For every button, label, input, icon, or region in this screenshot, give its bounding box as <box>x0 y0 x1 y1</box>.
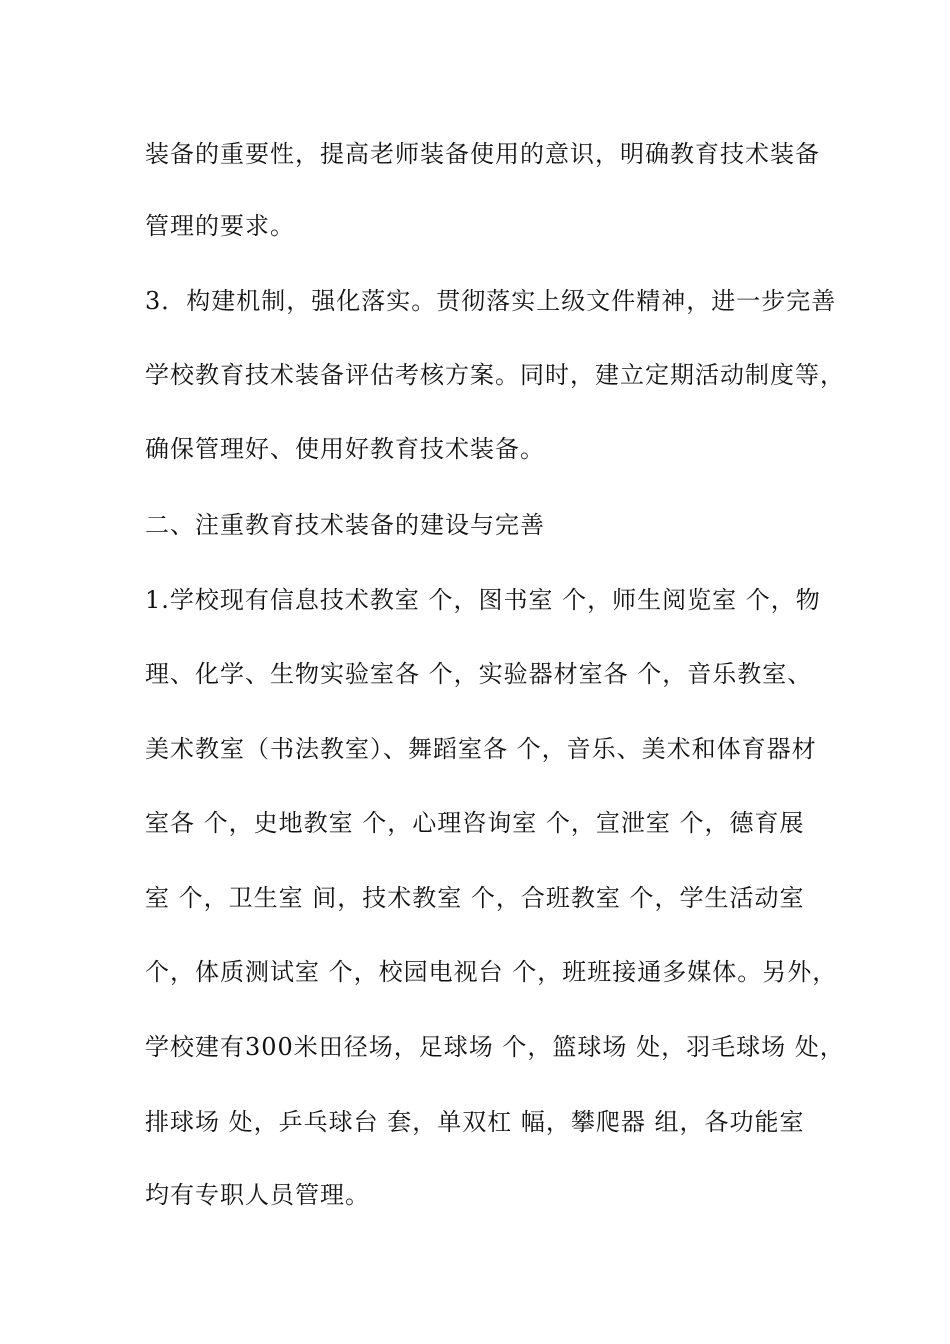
text-line: 学校教育技术装备评估考核方案。同时，建立定期活动制度等， <box>145 361 845 389</box>
section-heading: 二、注重教育技术装备的建设与完善 <box>145 511 545 539</box>
text-line: 理、化学、生物实验室各 个，实验器材室各 个，音乐教室、 <box>145 660 813 688</box>
text-line: 确保管理好、使用好教育技术装备。 <box>145 435 545 463</box>
text-line: 排球场 处，乒乓球台 套，单双杠 幅，攀爬器 组，各功能室 <box>145 1108 805 1136</box>
text-line: 均有专职人员管理。 <box>145 1181 370 1209</box>
text-line: 室各 个，史地教室 个，心理咨询室 个，宣泄室 个，德育展 <box>145 809 805 837</box>
text-line: 管理的要求。 <box>145 212 295 240</box>
text-line: 1.学校现有信息技术教室 个，图书室 个，师生阅览室 个，物 <box>145 586 821 614</box>
text-line: 学校建有300米田径场，足球场 个，篮球场 处，羽毛球场 处， <box>145 1033 845 1061</box>
text-line: 室 个，卫生室 间，技术教室 个，合班教室 个，学生活动室 <box>145 884 805 912</box>
text-line: 个，体质测试室 个，校园电视台 个，班班接通多媒体。另外， <box>145 958 838 986</box>
text-line: 3．构建机制，强化落实。贯彻落实上级文件精神，进一步完善 <box>145 287 837 315</box>
text-line: 装备的重要性，提高老师装备使用的意识，明确教育技术装备 <box>145 140 820 168</box>
text-line: 美术教室（书法教室）、舞蹈室各 个，音乐、美术和体育器材 <box>145 735 817 763</box>
